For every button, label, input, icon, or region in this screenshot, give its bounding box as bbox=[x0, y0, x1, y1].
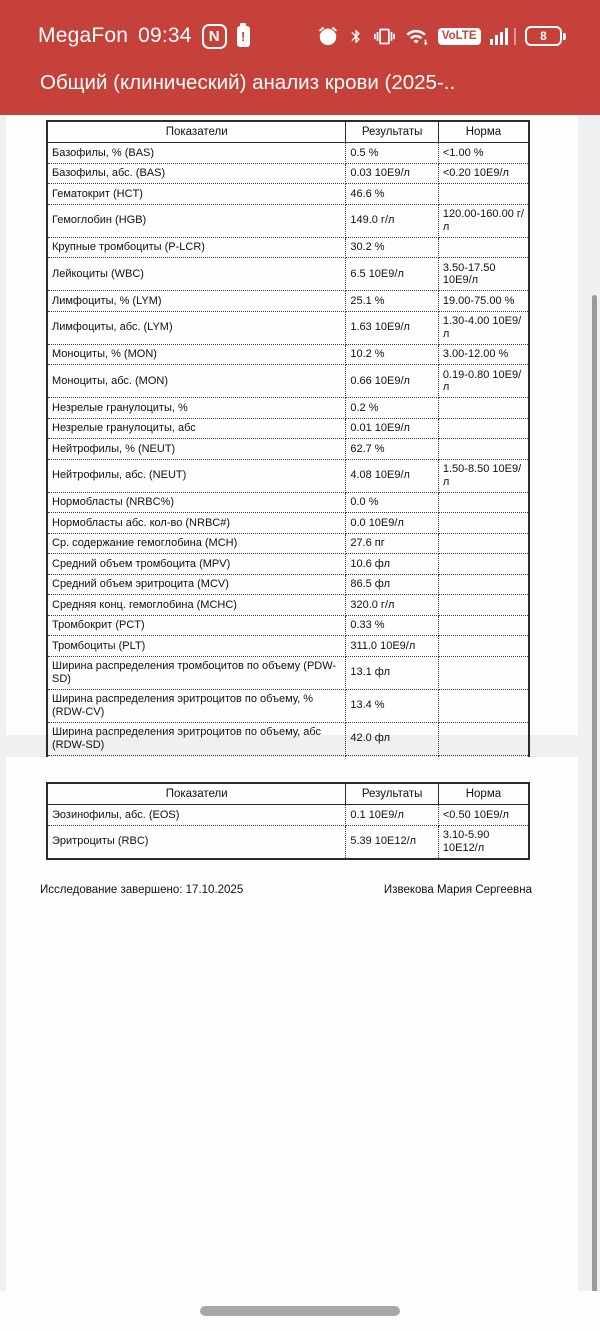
norm-cell bbox=[438, 184, 529, 205]
norm-cell bbox=[438, 492, 529, 513]
indicator-cell: Моноциты, абс. (MON) bbox=[47, 365, 346, 398]
doctor-name-label: Извекова Мария Сергеевна bbox=[383, 883, 532, 896]
result-cell: 13.4 % bbox=[346, 689, 439, 722]
results-table-2 bbox=[46, 782, 530, 860]
table-row bbox=[47, 805, 529, 826]
norm-cell: 3.00-12.00 % bbox=[438, 344, 529, 365]
table-row bbox=[47, 533, 529, 554]
clock-label: 09:34 bbox=[138, 24, 192, 47]
result-cell: 1.63 10E9/л bbox=[346, 311, 439, 344]
document-page-2 bbox=[6, 757, 578, 1291]
table-row bbox=[47, 492, 529, 513]
indicator-cell: Нейтрофилы, абс. (NEUT) bbox=[47, 459, 346, 492]
table-row bbox=[47, 722, 529, 755]
indicator-cell: Ширина распределения тромбоцитов по объему (PDW-SD) bbox=[47, 656, 346, 689]
document-footer bbox=[40, 884, 532, 896]
norm-cell bbox=[438, 237, 529, 258]
norm-cell bbox=[438, 656, 529, 689]
result-cell: 0.1 10E9/л bbox=[346, 805, 439, 826]
table-row bbox=[47, 615, 529, 636]
result-cell: 149.0 г/л bbox=[346, 204, 439, 237]
volte-badge-icon: VoLTE bbox=[438, 28, 481, 45]
result-cell: 311.0 10E9/л bbox=[346, 636, 439, 657]
alarm-clock-icon bbox=[317, 25, 339, 47]
vibrate-icon bbox=[373, 26, 396, 47]
bottom-nav-bar bbox=[0, 1291, 600, 1331]
norm-cell bbox=[438, 636, 529, 657]
result-cell: 0.33 % bbox=[346, 615, 439, 636]
bluetooth-icon bbox=[348, 26, 364, 47]
norm-cell bbox=[438, 689, 529, 722]
norm-cell bbox=[438, 595, 529, 616]
indicator-cell: Ширина распределения эритроцитов по объему, абс (RDW-SD) bbox=[47, 722, 346, 755]
indicator-cell: Базофилы, % (BAS) bbox=[47, 143, 346, 164]
document-page-1 bbox=[6, 115, 578, 751]
norm-cell bbox=[438, 722, 529, 755]
result-cell: 0.5 % bbox=[346, 143, 439, 164]
page-title: Общий (клинический) анализ крови (2025-.. bbox=[40, 71, 456, 94]
column-header-indicator: Показатели bbox=[47, 121, 346, 143]
indicator-cell: Нормобласты (NRBC%) bbox=[47, 492, 346, 513]
table-row bbox=[47, 143, 529, 164]
indicator-cell: Моноциты, % (MON) bbox=[47, 344, 346, 365]
norm-cell: 19.00-75.00 % bbox=[438, 291, 529, 312]
norm-cell: <0.20 10E9/л bbox=[438, 163, 529, 184]
norm-cell bbox=[438, 418, 529, 439]
result-cell: 25.1 % bbox=[346, 291, 439, 312]
scrollbar-thumb[interactable] bbox=[592, 295, 597, 1300]
norm-cell: 1.50-8.50 10E9/л bbox=[438, 459, 529, 492]
completed-date-label: Исследование завершено: 17.10.2025 bbox=[40, 883, 244, 896]
table-row bbox=[47, 311, 529, 344]
norm-cell bbox=[438, 513, 529, 534]
result-cell: 13.1 фл bbox=[346, 656, 439, 689]
column-header-indicator: Показатели bbox=[47, 783, 346, 805]
indicator-cell: Гематокрит (HCT) bbox=[47, 184, 346, 205]
table-row bbox=[47, 574, 529, 595]
result-cell: 10.2 % bbox=[346, 344, 439, 365]
norm-cell: 0.19-0.80 10E9/л bbox=[438, 365, 529, 398]
indicator-cell: Средняя конц. гемоглобина (MCHC) bbox=[47, 595, 346, 616]
indicator-cell: Гемоглобин (HGB) bbox=[47, 204, 346, 237]
table-row bbox=[47, 656, 529, 689]
table-row bbox=[47, 825, 529, 859]
table-row bbox=[47, 439, 529, 460]
column-header-result: Результаты bbox=[346, 783, 439, 805]
column-header-norm: Норма bbox=[438, 783, 529, 805]
indicator-cell: Базофилы, абс. (BAS) bbox=[47, 163, 346, 184]
indicator-cell: Эритроциты (RBC) bbox=[47, 825, 346, 859]
norm-cell: 1.30-4.00 10E9/л bbox=[438, 311, 529, 344]
result-cell: 46.6 % bbox=[346, 184, 439, 205]
table-row bbox=[47, 418, 529, 439]
table-row bbox=[47, 398, 529, 419]
wifi-icon bbox=[405, 26, 429, 47]
indicator-cell: Лимфоциты, абс. (LYM) bbox=[47, 311, 346, 344]
result-cell: 0.03 10E9/л bbox=[346, 163, 439, 184]
indicator-cell: Тромбоциты (PLT) bbox=[47, 636, 346, 657]
signal-bars-icon bbox=[490, 28, 517, 45]
result-cell: 4.08 10E9/л bbox=[346, 459, 439, 492]
battery-alert-icon: ! bbox=[237, 26, 250, 47]
nfc-icon: N bbox=[202, 24, 227, 49]
norm-cell: <1.00 % bbox=[438, 143, 529, 164]
table-header-row bbox=[47, 783, 529, 805]
indicator-cell: Крупные тромбоциты (P-LCR) bbox=[47, 237, 346, 258]
table-row bbox=[47, 258, 529, 291]
norm-cell bbox=[438, 554, 529, 575]
result-cell: 42.0 фл bbox=[346, 722, 439, 755]
result-cell: 0.01 10E9/л bbox=[346, 418, 439, 439]
table-row bbox=[47, 184, 529, 205]
result-cell: 5.39 10E12/л bbox=[346, 825, 439, 859]
column-header-result: Результаты bbox=[346, 121, 439, 143]
table-row bbox=[47, 365, 529, 398]
result-cell: 0.66 10E9/л bbox=[346, 365, 439, 398]
indicator-cell: Эозинофилы, абс. (EOS) bbox=[47, 805, 346, 826]
table-header-row bbox=[47, 121, 529, 143]
table-row bbox=[47, 204, 529, 237]
result-cell: 320.0 г/л bbox=[346, 595, 439, 616]
indicator-cell: Незрелые гранулоциты, абс bbox=[47, 418, 346, 439]
table-row bbox=[47, 291, 529, 312]
norm-cell bbox=[438, 398, 529, 419]
table-row bbox=[47, 554, 529, 575]
norm-cell bbox=[438, 615, 529, 636]
table-row bbox=[47, 595, 529, 616]
app-header bbox=[0, 0, 600, 115]
indicator-cell: Лимфоциты, % (LYM) bbox=[47, 291, 346, 312]
norm-cell bbox=[438, 574, 529, 595]
carrier-label: MegaFon bbox=[38, 24, 129, 47]
result-cell: 86.5 фл bbox=[346, 574, 439, 595]
table-row bbox=[47, 459, 529, 492]
table-row bbox=[47, 344, 529, 365]
indicator-cell: Лейкоциты (WBC) bbox=[47, 258, 346, 291]
norm-cell: 120.00-160.00 г/л bbox=[438, 204, 529, 237]
result-cell: 0.0 10E9/л bbox=[346, 513, 439, 534]
indicator-cell: Незрелые гранулоциты, % bbox=[47, 398, 346, 419]
norm-cell: 3.50-17.50 10E9/л bbox=[438, 258, 529, 291]
indicator-cell: Ширина распределения эритроцитов по объему, % (RDW-CV) bbox=[47, 689, 346, 722]
indicator-cell: Нейтрофилы, % (NEUT) bbox=[47, 439, 346, 460]
result-cell: 6.5 10E9/л bbox=[346, 258, 439, 291]
result-cell: 10.6 фл bbox=[346, 554, 439, 575]
column-header-norm: Норма bbox=[438, 121, 529, 143]
signal-sim2-icon bbox=[514, 28, 517, 45]
result-cell: 27.6 пг bbox=[346, 533, 439, 554]
document-viewer[interactable] bbox=[0, 115, 600, 1291]
table-row bbox=[47, 163, 529, 184]
table-row bbox=[47, 513, 529, 534]
norm-cell: <0.50 10E9/л bbox=[438, 805, 529, 826]
indicator-cell: Нормобласты абс. кол-во (NRBC#) bbox=[47, 513, 346, 534]
status-bar bbox=[38, 18, 562, 54]
norm-cell bbox=[438, 533, 529, 554]
indicator-cell: Средний объем тромбоцита (MPV) bbox=[47, 554, 346, 575]
result-cell: 62.7 % bbox=[346, 439, 439, 460]
home-indicator[interactable] bbox=[200, 1306, 400, 1316]
result-cell: 30.2 % bbox=[346, 237, 439, 258]
norm-cell bbox=[438, 439, 529, 460]
table-row bbox=[47, 237, 529, 258]
result-cell: 0.2 % bbox=[346, 398, 439, 419]
indicator-cell: Ср. содержание гемоглобина (MCH) bbox=[47, 533, 346, 554]
indicator-cell: Средний объем эритроцита (MCV) bbox=[47, 574, 346, 595]
battery-icon: 8 bbox=[525, 26, 562, 46]
table-row bbox=[47, 689, 529, 722]
norm-cell: 3.10-5.90 10E12/л bbox=[438, 825, 529, 859]
table-row bbox=[47, 636, 529, 657]
indicator-cell: Тромбокрит (PCT) bbox=[47, 615, 346, 636]
results-table-1 bbox=[46, 120, 530, 776]
result-cell: 0.0 % bbox=[346, 492, 439, 513]
